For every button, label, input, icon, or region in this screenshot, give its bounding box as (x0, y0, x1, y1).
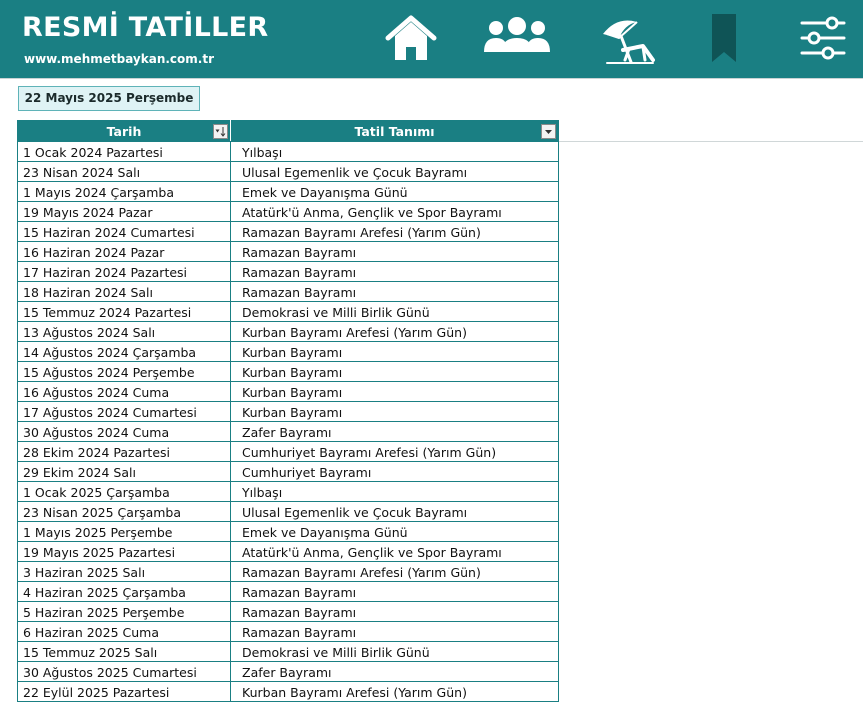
date-cell[interactable]: 22 Eylül 2025 Pazartesi (18, 682, 231, 702)
date-cell[interactable]: 17 Ağustos 2024 Cumartesi (18, 402, 231, 422)
date-cell[interactable]: 13 Ağustos 2024 Salı (18, 322, 231, 342)
table-row (18, 482, 559, 502)
holiday-name-cell[interactable]: Cumhuriyet Bayramı (231, 462, 559, 482)
date-cell[interactable]: 1 Ocak 2024 Pazartesi (18, 142, 231, 162)
table-row (18, 622, 559, 642)
sheet-gridline (558, 141, 863, 142)
holiday-name-cell[interactable]: Atatürk'ü Anma, Gençlik ve Spor Bayramı (231, 202, 559, 222)
holiday-name-cell[interactable]: Ulusal Egemenlik ve Çocuk Bayramı (231, 502, 559, 522)
table-row (18, 562, 559, 582)
header-divider (0, 78, 863, 79)
holiday-name-cell[interactable]: Ramazan Bayramı (231, 602, 559, 622)
table-row (18, 162, 559, 182)
date-cell[interactable]: 17 Haziran 2024 Pazartesi (18, 262, 231, 282)
table-row (18, 282, 559, 302)
holiday-name-cell[interactable]: Emek ve Dayanışma Günü (231, 182, 559, 202)
table-row (18, 302, 559, 322)
date-cell[interactable]: 5 Haziran 2025 Perşembe (18, 602, 231, 622)
table-row (18, 522, 559, 542)
holiday-name-cell[interactable]: Demokrasi ve Milli Birlik Günü (231, 642, 559, 662)
date-cell[interactable]: 23 Nisan 2024 Salı (18, 162, 231, 182)
column-header-date[interactable] (18, 121, 231, 142)
holiday-name-cell[interactable]: Kurban Bayramı Arefesi (Yarım Gün) (231, 682, 559, 702)
table-row (18, 642, 559, 662)
date-cell[interactable]: 4 Haziran 2025 Çarşamba (18, 582, 231, 602)
date-cell[interactable]: 16 Haziran 2024 Pazar (18, 242, 231, 262)
beach-icon[interactable] (599, 14, 655, 66)
date-cell[interactable]: 18 Haziran 2024 Salı (18, 282, 231, 302)
holiday-name-cell[interactable]: Kurban Bayramı (231, 382, 559, 402)
table-row (18, 182, 559, 202)
table-row (18, 502, 559, 522)
bookmark-icon[interactable] (710, 14, 738, 64)
holiday-name-cell[interactable]: Kurban Bayramı (231, 342, 559, 362)
column-header-label: Tarih (106, 123, 142, 139)
table-row (18, 342, 559, 362)
holiday-name-cell[interactable]: Kurban Bayramı (231, 402, 559, 422)
table-row (18, 262, 559, 282)
table-row (18, 362, 559, 382)
table-row (18, 602, 559, 622)
table-row (18, 402, 559, 422)
holiday-name-cell[interactable]: Yılbaşı (231, 142, 559, 162)
table-row (18, 542, 559, 562)
table-row (18, 322, 559, 342)
date-cell[interactable]: 15 Ağustos 2024 Perşembe (18, 362, 231, 382)
holiday-name-cell[interactable]: Ramazan Bayramı Arefesi (Yarım Gün) (231, 562, 559, 582)
table-row (18, 582, 559, 602)
date-cell[interactable]: 14 Ağustos 2024 Çarşamba (18, 342, 231, 362)
date-cell[interactable]: 1 Mayıs 2025 Perşembe (18, 522, 231, 542)
holiday-name-cell[interactable]: Ramazan Bayramı (231, 582, 559, 602)
table-row (18, 662, 559, 682)
app-title: RESMİ TATİLLER (22, 12, 269, 43)
holiday-name-cell[interactable]: Zafer Bayramı (231, 662, 559, 682)
holiday-name-cell[interactable]: Emek ve Dayanışma Günü (231, 522, 559, 542)
table-header-row (18, 121, 559, 142)
date-cell[interactable]: 15 Temmuz 2024 Pazartesi (18, 302, 231, 322)
table-row (18, 382, 559, 402)
date-cell[interactable]: 30 Ağustos 2025 Cumartesi (18, 662, 231, 682)
site-url[interactable]: www.mehmetbaykan.com.tr (24, 52, 215, 66)
table-row (18, 142, 559, 162)
date-cell[interactable]: 19 Mayıs 2025 Pazartesi (18, 542, 231, 562)
holiday-name-cell[interactable]: Ramazan Bayramı Arefesi (Yarım Gün) (231, 222, 559, 242)
table-row (18, 462, 559, 482)
filter-dropdown-icon[interactable] (541, 124, 556, 139)
date-cell[interactable]: 15 Haziran 2024 Cumartesi (18, 222, 231, 242)
column-header-description[interactable] (231, 121, 559, 142)
table-row (18, 242, 559, 262)
column-header-label: Tatil Tanımı (354, 123, 435, 139)
date-cell[interactable]: 6 Haziran 2025 Cuma (18, 622, 231, 642)
date-cell[interactable]: 3 Haziran 2025 Salı (18, 562, 231, 582)
holiday-name-cell[interactable]: Atatürk'ü Anma, Gençlik ve Spor Bayramı (231, 542, 559, 562)
date-cell[interactable]: 23 Nisan 2025 Çarşamba (18, 502, 231, 522)
holiday-name-cell[interactable]: Ramazan Bayramı (231, 242, 559, 262)
date-cell[interactable]: 15 Temmuz 2025 Salı (18, 642, 231, 662)
table-row (18, 422, 559, 442)
holiday-name-cell[interactable]: Ramazan Bayramı (231, 282, 559, 302)
date-cell[interactable]: 1 Ocak 2025 Çarşamba (18, 482, 231, 502)
home-icon[interactable] (384, 14, 438, 64)
holiday-name-cell[interactable]: Demokrasi ve Milli Birlik Günü (231, 302, 559, 322)
date-cell[interactable]: 1 Mayıs 2024 Çarşamba (18, 182, 231, 202)
table-row (18, 682, 559, 702)
table-row (18, 202, 559, 222)
date-cell[interactable]: 30 Ağustos 2024 Cuma (18, 422, 231, 442)
holiday-name-cell[interactable]: Kurban Bayramı (231, 362, 559, 382)
date-cell[interactable]: 16 Ağustos 2024 Cuma (18, 382, 231, 402)
sort-filter-icon[interactable] (213, 124, 228, 139)
holiday-name-cell[interactable]: Cumhuriyet Bayramı Arefesi (Yarım Gün) (231, 442, 559, 462)
date-cell[interactable]: 28 Ekim 2024 Pazartesi (18, 442, 231, 462)
date-cell[interactable]: 19 Mayıs 2024 Pazar (18, 202, 231, 222)
holiday-table (17, 120, 559, 702)
table-row (18, 222, 559, 242)
holiday-name-cell[interactable]: Ulusal Egemenlik ve Çocuk Bayramı (231, 162, 559, 182)
holiday-name-cell[interactable]: Ramazan Bayramı (231, 622, 559, 642)
app-header (0, 0, 863, 78)
holiday-name-cell[interactable]: Yılbaşı (231, 482, 559, 502)
date-cell[interactable]: 29 Ekim 2024 Salı (18, 462, 231, 482)
holiday-name-cell[interactable]: Ramazan Bayramı (231, 262, 559, 282)
settings-sliders-icon[interactable] (800, 16, 846, 60)
holiday-name-cell[interactable]: Kurban Bayramı Arefesi (Yarım Gün) (231, 322, 559, 342)
table-row (18, 442, 559, 462)
users-icon[interactable] (482, 14, 552, 64)
holiday-name-cell[interactable]: Zafer Bayramı (231, 422, 559, 442)
current-date-cell[interactable]: 22 Mayıs 2025 Perşembe (18, 86, 200, 111)
